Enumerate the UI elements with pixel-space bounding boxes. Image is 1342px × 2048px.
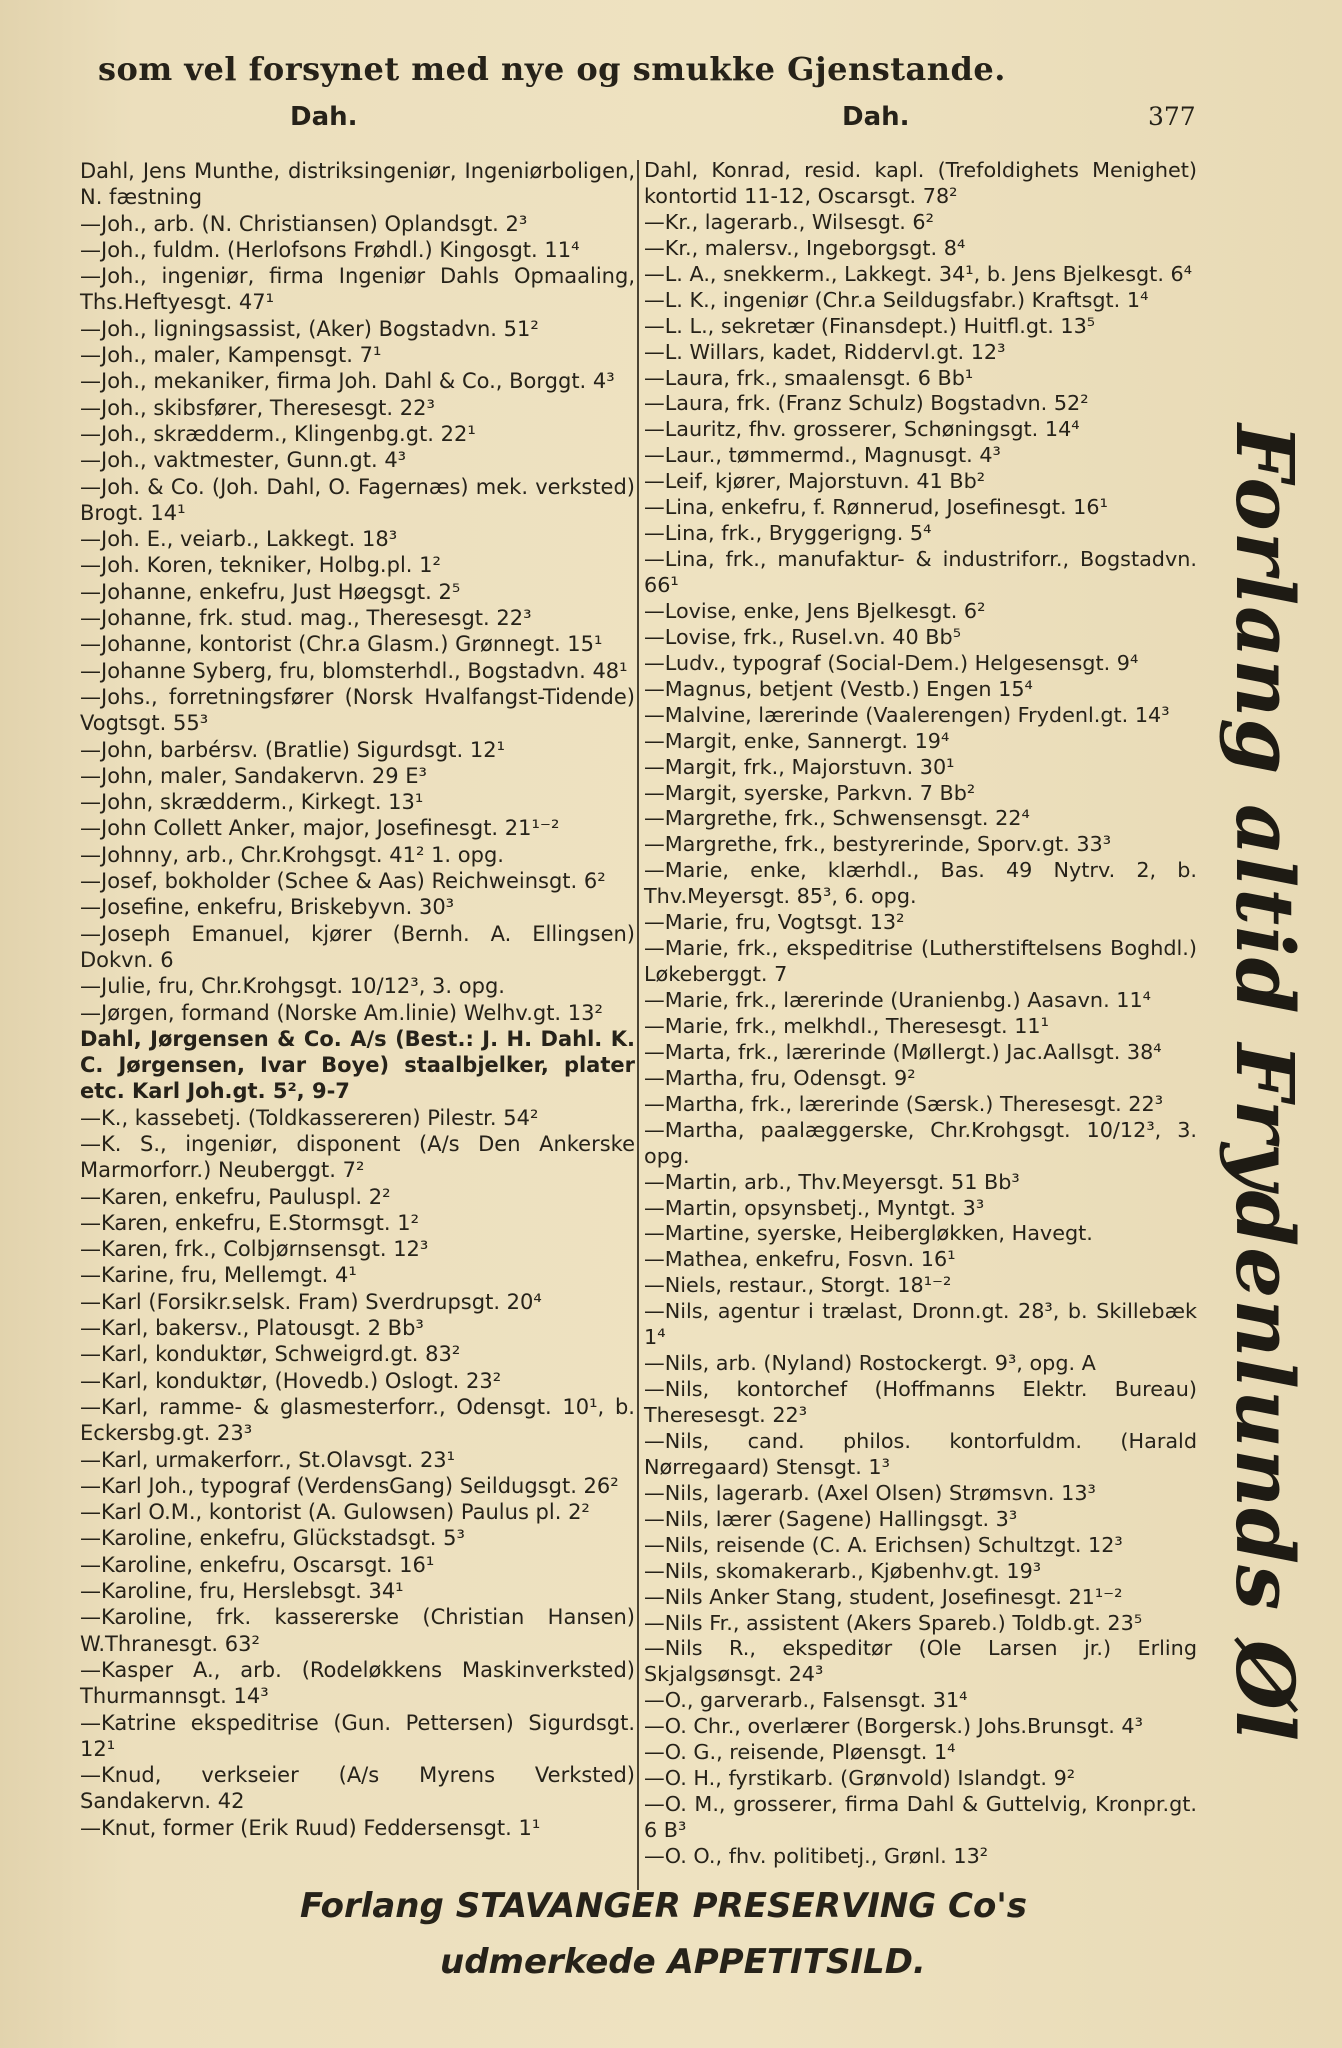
directory-entry: [80, 1710, 635, 1763]
directory-entry-text: —Lina, frk., Bryggerigng. 5⁴: [644, 521, 932, 546]
directory-entry-text: —Katrine ekspeditrise (Gun. Pettersen) Sigurdsgt. 12¹: [80, 1710, 635, 1761]
directory-entry-text: —Josefine, enkefru, Briskebyvn. 30³: [80, 895, 455, 920]
directory-entry-text: —Lina, enkefru, f. Rønnerud, Josefinesgt. 16¹: [644, 495, 1108, 520]
directory-entry-text: —O. G., reisende, Pløensgt. 1⁴: [644, 1740, 956, 1765]
directory-entry: [644, 1247, 1197, 1273]
directory-entry-text: —Marie, frk., ekspeditrise (Lutherstiftelsens Boghdl.) Løkeberggt. 7: [644, 936, 1197, 987]
directory-entry: [80, 421, 635, 447]
directory-entry: [80, 395, 635, 421]
directory-entry: [80, 1473, 635, 1499]
directory-entry-text: —Johanne, enkefru, Just Høegsgt. 2⁵: [80, 579, 461, 604]
directory-entry-text: —Nils, cand. philos. kontorfuldm. (Harald Nørregaard) Stensgt. 1³: [644, 1428, 1197, 1479]
directory-entry-text: —Karoline, enkefru, Glückstadsgt. 5³: [80, 1526, 465, 1551]
directory-entry-text: —Niels, restaur., Storgt. 18¹⁻²: [644, 1273, 952, 1298]
directory-entry-text: —Karl, konduktør, Schweigrd.gt. 83²: [80, 1342, 461, 1367]
directory-entry-text: Dahl, Konrad, resid. kapl. (Trefoldighets Menighet) kontortid 11-12, Oscarsgt. 78²: [644, 158, 1197, 208]
directory-entry: [80, 1105, 635, 1131]
top-advert: som vel forsynet med nye og smukke Gjenstande.: [98, 50, 1006, 88]
directory-entry: [80, 1657, 635, 1710]
directory-entry: [80, 789, 635, 815]
bottom-advert-line1: Forlang STAVANGER PRESERVING Co's: [300, 1886, 1027, 1926]
directory-entry-text: —Karen, enkefru, E.Stormsgt. 1²: [80, 1210, 419, 1235]
directory-entry: [644, 1170, 1197, 1196]
directory-entry: [80, 1131, 635, 1184]
directory-entry: [80, 1000, 635, 1026]
directory-entry: [644, 366, 1197, 392]
directory-entry: [644, 651, 1197, 677]
directory-entry: [80, 1315, 635, 1341]
directory-entry-text: —John, maler, Sandakervn. 29 E³: [80, 763, 427, 788]
directory-entry-text: —Karoline, frk. kassererske (Christian Hansen) W.Thranesgt. 63²: [80, 1605, 635, 1656]
directory-entry: [644, 1273, 1197, 1299]
directory-entry-text: —Mathea, enkefru, Fosvn. 16¹: [644, 1247, 956, 1272]
directory-entry: [644, 262, 1197, 288]
bottom-advert-line2: udmerkede APPETITSILD.: [440, 1942, 926, 1982]
directory-entry-text: —Karoline, fru, Herslebsgt. 34¹: [80, 1579, 404, 1604]
directory-entry: [80, 1578, 635, 1604]
directory-entry-text: —O., garverarb., Falsensgt. 31⁴: [644, 1688, 968, 1713]
directory-entry-text: —Martha, fru, Odensgt. 9²: [644, 1065, 916, 1090]
directory-entry-text: —Karl, bakersv., Platousgt. 2 Bb³: [80, 1316, 424, 1341]
directory-entry: [80, 474, 635, 527]
directory-entry: [644, 1740, 1197, 1766]
directory-entry-text: —Johanne Syberg, fru, blomsterhdl., Bogstadvn. 48¹: [80, 658, 628, 683]
directory-entry: [644, 1221, 1197, 1247]
directory-entry-text: —L. L., sekretær (Finansdept.) Huitfl.gt. 13⁵: [644, 313, 1096, 338]
directory-entry: [644, 469, 1197, 495]
directory-entry: [80, 1499, 635, 1525]
directory-entry-text: —Margrethe, frk., bestyrerinde, Sporv.gt. 33³: [644, 832, 1112, 857]
directory-entry: [80, 1552, 635, 1578]
directory-entry-text: —Martin, arb., Thv.Meyersgt. 51 Bb³: [644, 1169, 1020, 1194]
directory-entry-text: —Kasper A., arb. (Rodeløkkens Maskinverksted) Thurmannsgt. 14³: [80, 1657, 635, 1709]
directory-entry-text: —Nils, arb. (Nyland) Rostockergt. 9³, opg. A: [644, 1351, 1096, 1376]
directory-entry-text: —Kr., lagerarb., Wilsesgt. 6²: [644, 209, 934, 234]
directory-entry: [80, 973, 635, 999]
directory-entry: [644, 988, 1197, 1014]
directory-entry-text: —Malvine, lærerinde (Vaalerengen) Frydenl.gt. 14³: [644, 702, 1170, 727]
directory-entry: [80, 579, 635, 605]
directory-entry-text: —Martine, syerske, Heibergløkken, Havegt.: [644, 1221, 1093, 1246]
directory-entry: [644, 1533, 1197, 1559]
directory-entry: [644, 1014, 1197, 1040]
directory-entry-text: —Joh., skibsfører, Theresesgt. 22³: [80, 395, 435, 420]
directory-entry: [644, 210, 1197, 236]
directory-entry-text: —Johnny, arb., Chr.Krohgsgt. 41² 1. opg.: [80, 842, 504, 867]
directory-entry-text: —Margit, frk., Majorstuvn. 30¹: [644, 754, 955, 779]
directory-entry: [644, 936, 1197, 988]
directory-entry-text: —Lina, frk., manufaktur- & industriforr., Bogstadvn. 66¹: [644, 547, 1197, 597]
directory-entry-text: —Johanne, frk. stud. mag., Theresesgt. 22³: [80, 606, 532, 631]
directory-entry: [644, 858, 1197, 910]
directory-entry: [80, 894, 635, 920]
directory-entry: [80, 684, 635, 737]
right-column: [644, 158, 1197, 1870]
directory-entry: [644, 288, 1197, 314]
directory-entry-text: —L. Willars, kadet, Riddervl.gt. 12³: [644, 339, 1006, 364]
directory-entry: [80, 158, 635, 211]
directory-entry-text: —Nils R., ekspeditør (Ole Larsen jr.) Erling Skjalgsønsgt. 24³: [644, 1636, 1197, 1687]
directory-entry: [644, 1792, 1197, 1844]
directory-entry: [644, 1481, 1197, 1507]
directory-entry: [80, 1289, 635, 1315]
directory-entry-text: —Joh., ligningsassist, (Aker) Bogstadvn. 51²: [80, 316, 539, 341]
directory-entry-text: —Josef, bokholder (Schee & Aas) Reichweinsgt. 6²: [80, 869, 606, 894]
directory-entry-text: —Knut, former (Erik Ruud) Feddersensgt. 1¹: [80, 1815, 541, 1840]
directory-entry: [644, 1766, 1197, 1792]
directory-entry: [80, 631, 635, 657]
directory-entry: [644, 417, 1197, 443]
directory-entry-text: —Joh., skrædderm., Klingenbg.gt. 22¹: [80, 421, 476, 446]
directory-entry: [80, 1604, 635, 1657]
directory-entry: [644, 158, 1197, 210]
directory-entry-text: —Joh., arb. (N. Christiansen) Oplandsgt. 2³: [80, 211, 528, 236]
directory-entry-text: —Marie, frk., melkhdl., Theresesgt. 11¹: [644, 1013, 1049, 1038]
directory-entry: [80, 526, 635, 552]
directory-entry: [644, 1066, 1197, 1092]
directory-entry-text: —K., kassebetj. (Toldkassereren) Pilestr. 54²: [80, 1105, 539, 1130]
directory-entry: [644, 443, 1197, 469]
directory-entry-text: —Kr., malersv., Ingeborgsgt. 8⁴: [644, 235, 966, 260]
directory-entry: [644, 236, 1197, 262]
directory-entry-text: —Joh. E., veiarb., Lakkegt. 18³: [80, 527, 398, 552]
directory-entry-text: —Karl, konduktør, (Hovedb.) Oslogt. 23²: [80, 1368, 502, 1393]
directory-entry: [80, 921, 635, 974]
directory-entry: [644, 495, 1197, 521]
directory-entry-text: —Nils Fr., assistent (Akers Spareb.) Toldb.gt. 23⁵: [644, 1610, 1143, 1635]
directory-entry-text: —Joseph Emanuel, kjører (Bernh. A. Ellingsen) Dokvn. 6: [80, 921, 635, 972]
directory-entry-text: —Joh., vaktmester, Gunn.gt. 4³: [80, 448, 407, 473]
directory-entry: [644, 314, 1197, 340]
directory-entry-text: —Magnus, betjent (Vestb.) Engen 15⁴: [644, 676, 1033, 701]
directory-entry-text: —L. A., snekkerm., Lakkegt. 34¹, b. Jens Bjelkesgt. 6⁴: [644, 261, 1193, 286]
directory-entry-text: —Nils, kontorchef (Hoffmanns Elektr. Bureau) Theresesgt. 22³: [644, 1377, 1197, 1427]
directory-entry: [80, 263, 635, 316]
directory-entry-text: —Nils, skomakerarb., Kjøbenhv.gt. 19³: [644, 1558, 1042, 1583]
directory-entry-text: —Joh., fuldm. (Herlofsons Frøhdl.) Kingosgt. 11⁴: [80, 237, 580, 262]
directory-entry: [644, 832, 1197, 858]
directory-entry: [644, 1299, 1197, 1351]
directory-entry-text: —John Collett Anker, major, Josefinesgt. 21¹⁻²: [80, 816, 560, 841]
directory-entry: [644, 1636, 1197, 1688]
directory-entry: [80, 368, 635, 394]
directory-entry-text: —Martha, paalæggerske, Chr.Krohgsgt. 10/12³, 3. opg.: [644, 1117, 1197, 1168]
directory-entry: [80, 658, 635, 684]
directory-entry-text: —Karl Joh., typograf (VerdensGang) Seildugsgt. 26²: [80, 1473, 619, 1498]
directory-entry-text: —Martha, frk., lærerinde (Særsk.) Theresesgt. 22³: [644, 1091, 1164, 1116]
directory-entry-text: —Margit, enke, Sannergt. 19⁴: [644, 728, 950, 753]
directory-entry-text: —Laur., tømmermd., Magnusgt. 4³: [644, 443, 1001, 468]
directory-entry: [80, 237, 635, 263]
directory-entry: [80, 737, 635, 763]
directory-entry-text: —Joh., mekaniker, firma Joh. Dahl & Co., Borggt. 4³: [80, 369, 615, 394]
directory-entry-text: —John, barbérsv. (Bratlie) Sigurdsgt. 12¹: [80, 737, 506, 762]
directory-entry-text: —Nils, lærer (Sagene) Hallingsgt. 3³: [644, 1506, 1018, 1531]
directory-entry: [80, 1525, 635, 1551]
directory-entry-text: —Joh. & Co. (Joh. Dahl, O. Fagernæs) mek. verksted) Brogt. 14¹: [80, 474, 635, 525]
directory-entry-text: —Karl, ramme- & glasmesterforr., Odensgt. 10¹, b. Eckersbg.gt. 23³: [80, 1394, 635, 1446]
side-advert: [1200, 423, 1330, 1743]
directory-entry: [644, 781, 1197, 807]
directory-entry: [644, 1688, 1197, 1714]
directory-entry: [80, 1815, 635, 1841]
directory-entry-text: —Lovise, enke, Jens Bjelkesgt. 6²: [644, 598, 986, 623]
directory-entry: [644, 1377, 1197, 1429]
directory-entry: [644, 755, 1197, 781]
directory-entry: [644, 677, 1197, 703]
directory-entry: [644, 703, 1197, 729]
directory-entry: [80, 1762, 635, 1815]
directory-entry: [644, 1611, 1197, 1637]
directory-entry-text: —Johs., forretningsfører (Norsk Hvalfangst-Tidende) Vogtsgt. 55³: [80, 684, 635, 736]
directory-entry: [644, 1714, 1197, 1740]
directory-entry: [80, 342, 635, 368]
directory-entry-text: —Martin, opsynsbetj., Myntgt. 3³: [644, 1195, 985, 1220]
directory-entry-text: —Joh., maler, Kampensgt. 7¹: [80, 343, 382, 368]
directory-entry-text: —O. M., grosserer, firma Dahl & Guttelvig, Kronpr.gt. 6 B³: [644, 1792, 1197, 1842]
directory-entry: [644, 547, 1197, 599]
directory-entry: [80, 1236, 635, 1262]
directory-entry: [644, 521, 1197, 547]
directory-entry: [80, 1026, 635, 1105]
left-column: [80, 158, 635, 1841]
directory-entry: [644, 1118, 1197, 1170]
directory-entry-text: —Karen, frk., Colbjørnsensgt. 12³: [80, 1237, 429, 1262]
directory-entry: [644, 391, 1197, 417]
directory-entry: [80, 1210, 635, 1236]
directory-entry-text: —Karl (Forsikr.selsk. Fram) Sverdrupsgt. 20⁴: [80, 1289, 542, 1314]
directory-entry: [644, 1559, 1197, 1585]
directory-entry-text: —Karl O.M., kontorist (A. Gulowsen) Paulus pl. 2²: [80, 1500, 590, 1525]
directory-entry: [80, 605, 635, 631]
directory-entry-text: —Laura, frk. (Franz Schulz) Bogstadvn. 52²: [644, 391, 1089, 416]
directory-entry-text: —Nils, lagerarb. (Axel Olsen) Strømsvn. 13³: [644, 1480, 1096, 1505]
directory-entry-text: —Jørgen, formand (Norske Am.linie) Welhv.gt. 13²: [80, 1000, 603, 1025]
directory-entry: [80, 1368, 635, 1394]
directory-entry-text: —Marta, frk., lærerinde (Møllergt.) Jac.Aallsgt. 38⁴: [644, 1039, 1162, 1064]
directory-entry: [644, 1040, 1197, 1066]
directory-entry-text: —Julie, fru, Chr.Krohgsgt. 10/12³, 3. opg.: [80, 974, 505, 999]
directory-entry: [644, 1092, 1197, 1118]
directory-entry-text: —Marie, enke, klærhdl., Bas. 49 Nytrv. 2, b. Thv.Meyersgt. 85³, 6. opg.: [644, 858, 1197, 909]
directory-entry-text: —Karen, enkefru, Pauluspl. 2²: [80, 1184, 391, 1209]
directory-entry: [80, 842, 635, 868]
directory-entry: [644, 1844, 1197, 1870]
directory-entry: [644, 1351, 1197, 1377]
directory-entry: [644, 729, 1197, 755]
left-running-head: Dah.: [290, 102, 358, 132]
directory-entry-text: —Karoline, enkefru, Oscarsgt. 16¹: [80, 1552, 435, 1577]
directory-entry-text: —K. S., ingeniør, disponent (A/s Den Ankerske Marmorforr.) Neuberggt. 7²: [80, 1131, 635, 1183]
directory-entry: [80, 868, 635, 894]
directory-entry: [80, 447, 635, 473]
directory-entry-text: —Marie, frk., lærerinde (Uranienbg.) Aasavn. 11⁴: [644, 988, 1151, 1012]
directory-entry-text: Dahl, Jørgensen & Co. A/s (Best.: J. H. Dahl. K. C. Jørgensen, Ivar Boye) staalbjelker, plater etc. Karl Joh.gt. 5², 9-7: [80, 1026, 635, 1104]
directory-entry-text: —Lovise, frk., Rusel.vn. 40 Bb⁵: [644, 624, 962, 649]
directory-entry-text: —Laura, frk., smaalensgt. 6 Bb¹: [644, 365, 974, 390]
directory-entry-text: —Marie, fru, Vogtsgt. 13²: [644, 910, 905, 935]
directory-entry-text: —Karl, urmakerforr., St.Olavsgt. 23¹: [80, 1447, 456, 1472]
column-divider: [637, 160, 639, 1890]
directory-entry-text: —Karine, fru, Mellemgt. 4¹: [80, 1263, 357, 1288]
directory-entry: [80, 815, 635, 841]
directory-entry-text: —Joh. Koren, tekniker, Holbg.pl. 1²: [80, 553, 441, 578]
directory-entry: [80, 1262, 635, 1288]
directory-entry: [644, 1507, 1197, 1533]
directory-entry-text: —John, skrædderm., Kirkegt. 13¹: [80, 790, 424, 815]
directory-entry: [80, 1341, 635, 1367]
directory-entry-text: —Nils, agentur i trælast, Dronn.gt. 28³, b. Skillebæk 1⁴: [644, 1299, 1197, 1350]
directory-entry: [80, 1447, 635, 1473]
directory-entry: [80, 1184, 635, 1210]
directory-entry-text: —Margit, syerske, Parkvn. 7 Bb²: [644, 780, 976, 805]
directory-entry-text: —O. Chr., overlærer (Borgersk.) Johs.Brunsgt. 4³: [644, 1714, 1143, 1739]
directory-entry: [644, 1196, 1197, 1222]
directory-entry-text: —Margrethe, frk., Schwensensgt. 22⁴: [644, 806, 1030, 831]
directory-entry-text: —Nils, reisende (C. A. Erichsen) Schultzgt. 12³: [644, 1532, 1123, 1557]
directory-entry: [80, 316, 635, 342]
directory-entry: [644, 340, 1197, 366]
directory-entry: [644, 625, 1197, 651]
directory-entry: [80, 552, 635, 578]
directory-entry-text: —O. H., fyrstikarb. (Grønvold) Islandgt. 9²: [644, 1766, 1076, 1791]
directory-entry: [644, 599, 1197, 625]
directory-entry: [80, 1394, 635, 1447]
directory-entry: [644, 910, 1197, 936]
directory-entry-text: —Joh., ingeniør, firma Ingeniør Dahls Opmaaling, Ths.Heftyesgt. 47¹: [80, 264, 635, 315]
side-advert-text: Forlang altid Frydenlunds Øl: [1218, 423, 1312, 1743]
directory-entry-text: —Lauritz, fhv. grosserer, Schøningsgt. 14⁴: [644, 417, 1080, 442]
directory-entry: [80, 763, 635, 789]
directory-entry-text: —Johanne, kontorist (Chr.a Glasm.) Grønnegt. 15¹: [80, 632, 603, 657]
directory-entry-text: —L. K., ingeniør (Chr.a Seildugsfabr.) Kraftsgt. 1⁴: [644, 287, 1149, 312]
directory-entry-text: —Nils Anker Stang, student, Josefinesgt. 21¹⁻²: [644, 1584, 1123, 1609]
directory-entry: [644, 806, 1197, 832]
directory-entry: [644, 1429, 1197, 1481]
directory-entry-text: —Ludv., typograf (Social-Dem.) Helgesensgt. 9⁴: [644, 650, 1139, 675]
directory-entry-text: —Leif, kjører, Majorstuvn. 41 Bb²: [644, 469, 986, 494]
directory-entry: [80, 211, 635, 237]
right-running-head: Dah.: [842, 102, 910, 132]
directory-entry-text: Dahl, Jens Munthe, distriksingeniør, Ingeniørboligen, N. fæstning: [80, 159, 635, 210]
directory-entry-text: —Knud, verkseier (A/s Myrens Verksted) Sandakervn. 42: [80, 1763, 635, 1814]
directory-entry: [644, 1585, 1197, 1611]
page-number: 377: [1148, 102, 1196, 131]
directory-entry-text: —O. O., fhv. politibetj., Grønl. 13²: [644, 1843, 989, 1868]
